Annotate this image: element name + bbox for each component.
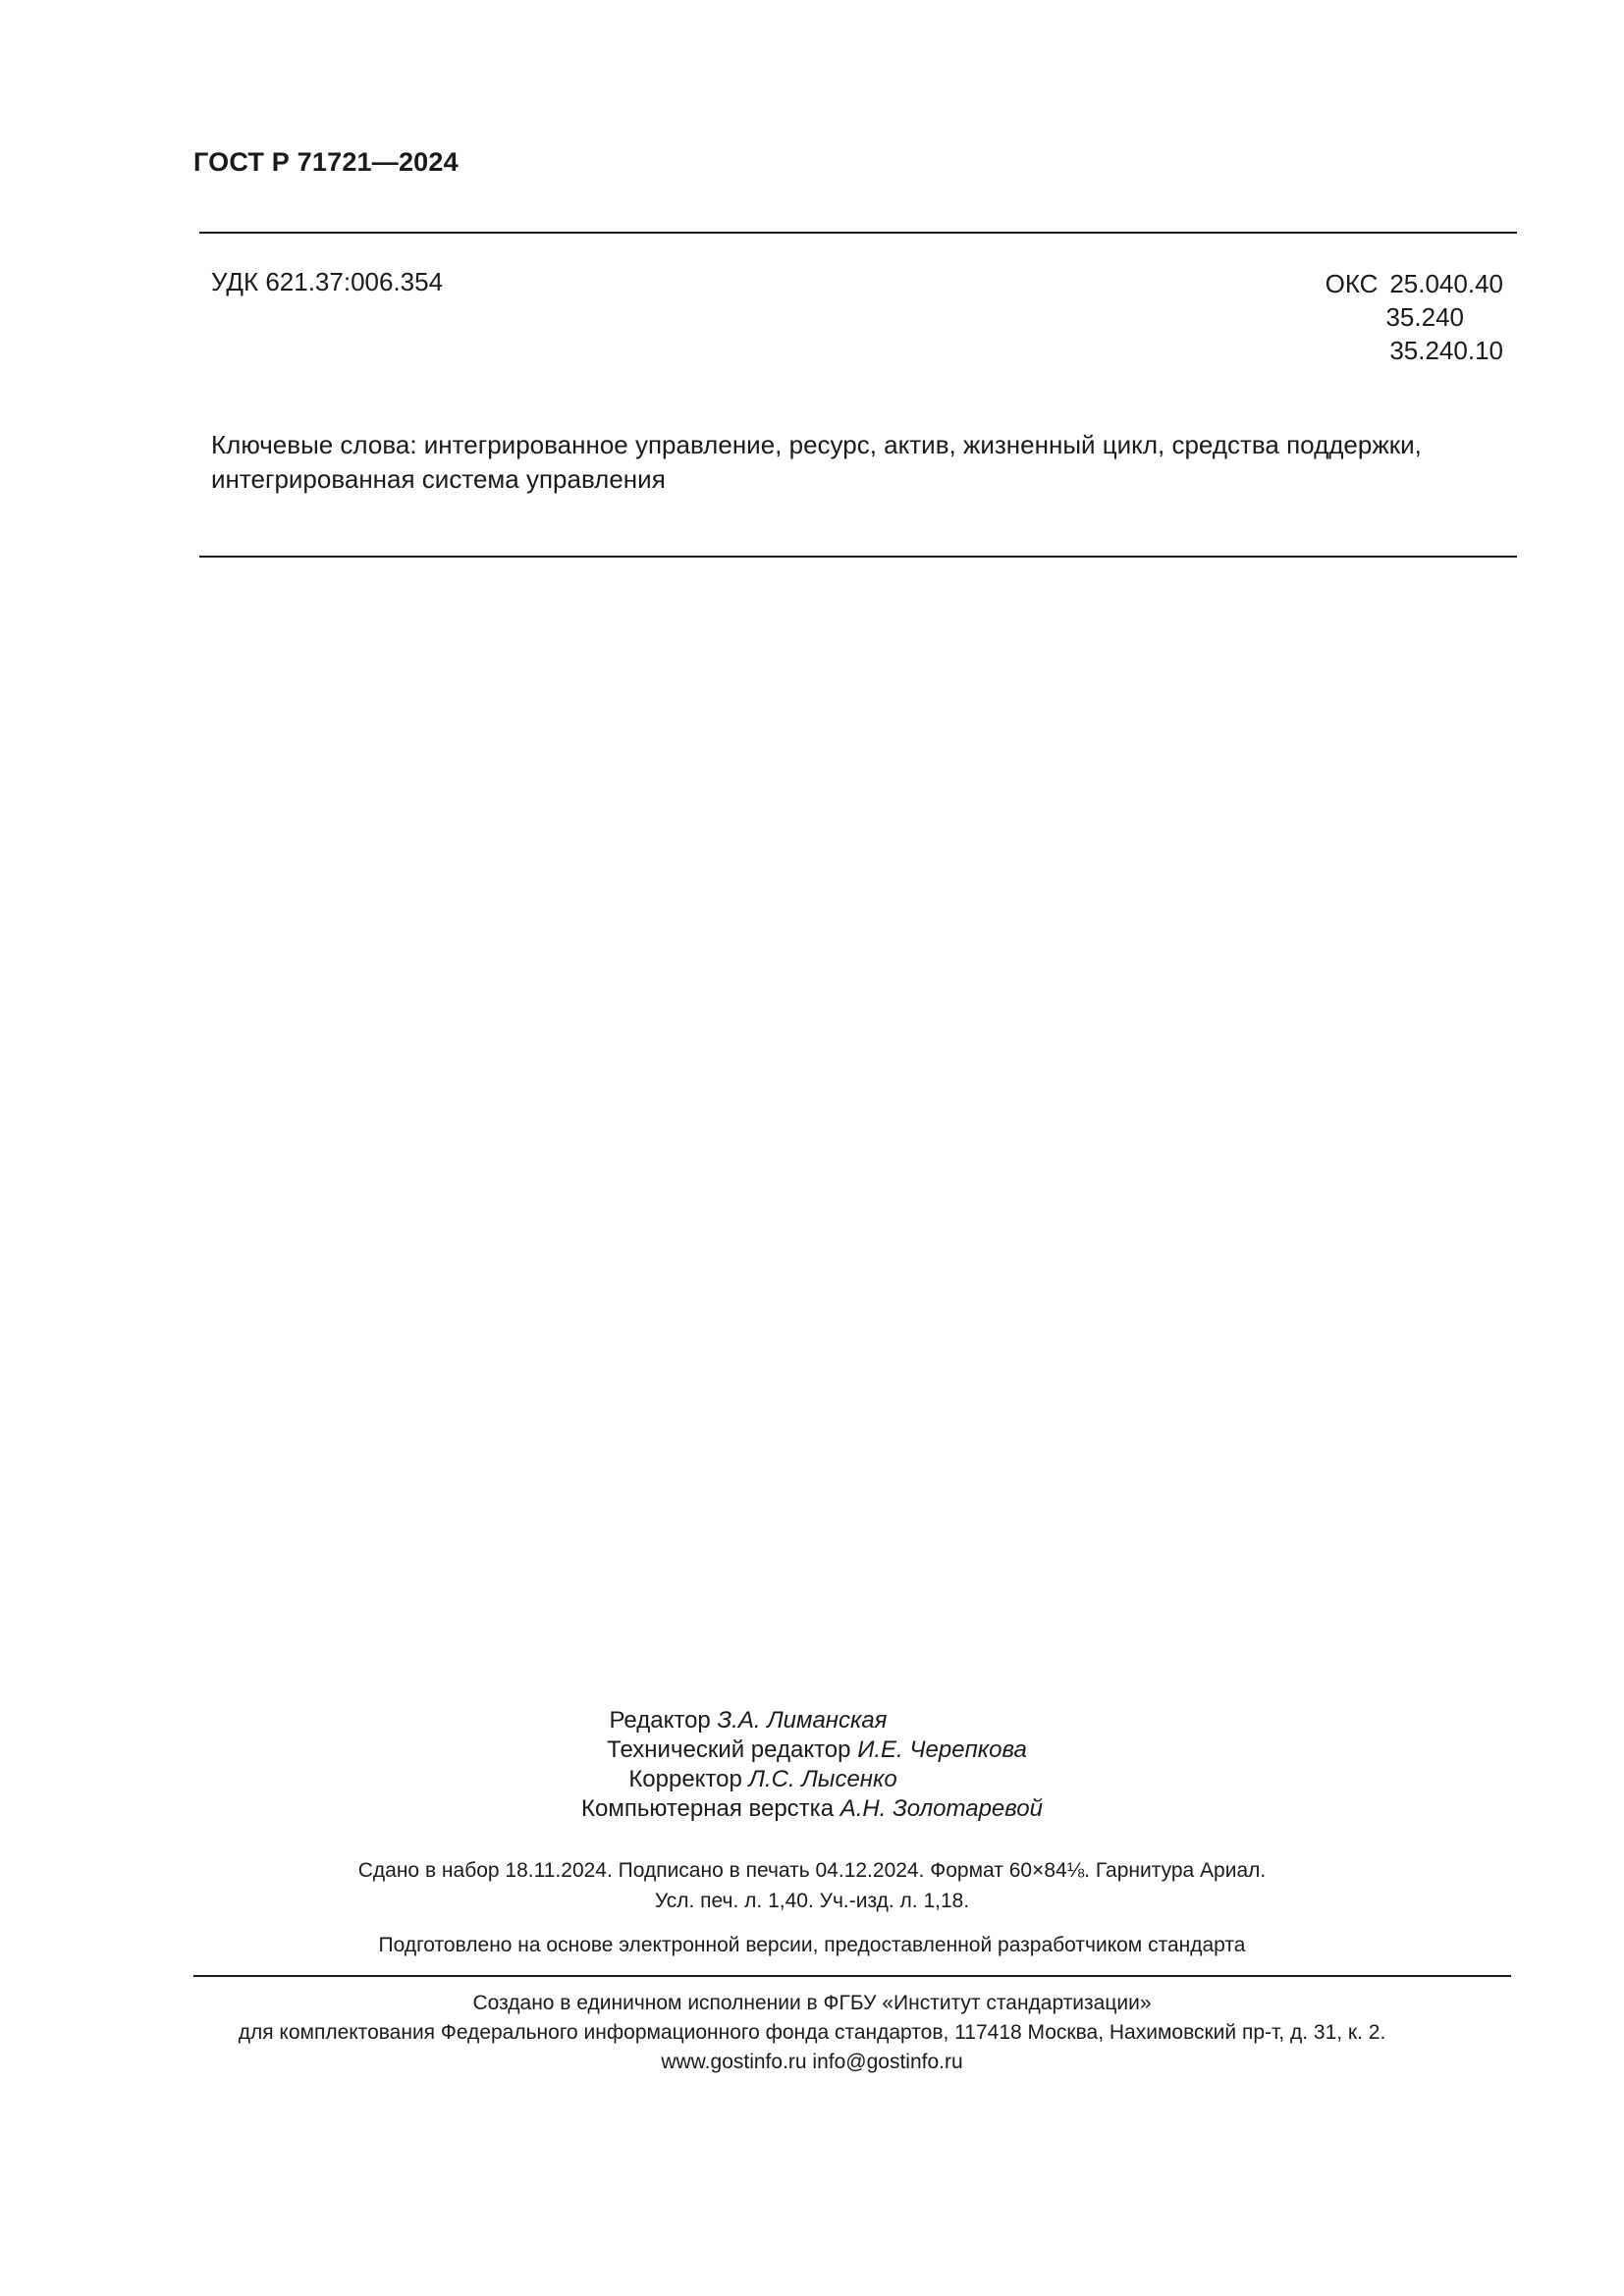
print-info-line: Усл. печ. л. 1,40. Уч.-изд. л. 1,18. (654, 1890, 970, 1912)
credit-role: Компьютерная верстка (581, 1795, 835, 1822)
document-code: ГОСТ Р 71721—2024 (193, 147, 459, 177)
udk-code: УДК 621.37:006.354 (211, 267, 444, 296)
credit-role: Технический редактор (607, 1736, 851, 1763)
credit-role: Корректор (628, 1766, 742, 1792)
oks-code: 35.240.10 (1389, 336, 1503, 365)
publisher-line: для комплектования Федерального информационного фонда стандартов, 117418 Москва, Нахимовский пр-т, д. 31, к. 2. (238, 2021, 1386, 2044)
top-divider (199, 232, 1517, 234)
prepared-note: Подготовлено на основе электронной версии, предоставленной разработчиком стандарта (378, 1934, 1246, 1956)
credit-proofreader (0, 1765, 1624, 1794)
credit-layout (0, 1794, 1624, 1824)
keywords: Ключевые слова: интегрированное управление, ресурс, актив, жизненный цикл, средства поддержки, интегрированная система управления (211, 430, 1422, 494)
credit-editor (0, 1706, 1624, 1735)
publisher-web[interactable]: www.gostinfo.ru info@gostinfo.ru (661, 2051, 963, 2073)
credit-name: З.А. Лиманская (717, 1707, 888, 1734)
oks-label: ОКС (1325, 269, 1379, 298)
credit-role: Редактор (609, 1707, 711, 1734)
oks-classification (1326, 267, 1503, 367)
print-info-line: Сдано в набор 18.11.2024. Подписано в печать 04.12.2024. Формат 60×84⅛. Гарнитура Ариал. (357, 1859, 1267, 1882)
credits-block (0, 1706, 1624, 1824)
publisher-info (0, 1989, 1624, 2077)
credit-name: Л.С. Лысенко (748, 1766, 897, 1792)
middle-divider (199, 556, 1517, 558)
credit-name: А.Н. Золотаревой (839, 1795, 1043, 1822)
print-info (0, 1855, 1624, 1916)
credit-technical-editor (10, 1735, 1624, 1765)
oks-codes (1385, 267, 1503, 367)
oks-code: 35.240 (1385, 302, 1464, 332)
oks-code: 25.040.40 (1389, 269, 1503, 298)
publisher-line: Создано в единичном исполнении в ФГБУ «Институт стандартизации» (472, 1992, 1152, 2014)
bottom-divider (193, 1975, 1511, 1977)
credit-name: И.Е. Черепкова (857, 1736, 1027, 1763)
